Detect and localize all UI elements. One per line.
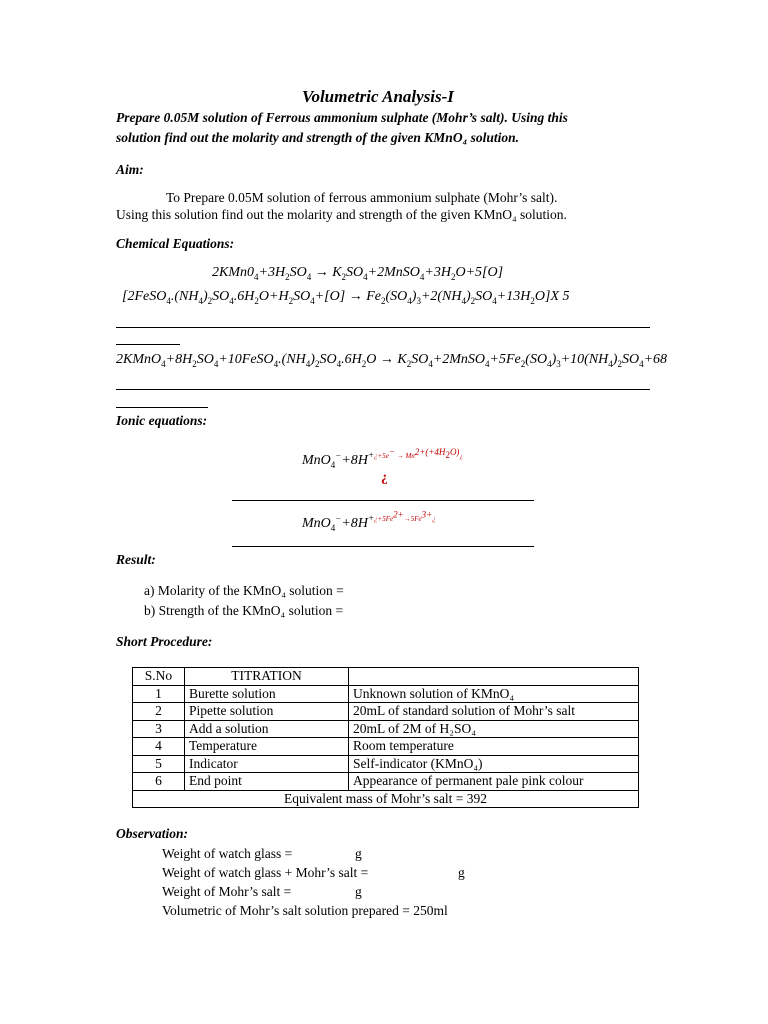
- subtitle-line-2: solution find out the molarity and strength of the given KMnO₄ solution.: [116, 130, 520, 145]
- column-header-titration: TITRATION: [185, 668, 349, 686]
- table-cell: Appearance of permanent pale pink colour: [349, 773, 639, 791]
- observation-watch-glass-salt-label: Weight of watch glass + Mohr’s salt =: [162, 865, 369, 880]
- observation-heading: Observation:: [116, 826, 188, 841]
- equation-3: $2KMnO_4+8H_2SO_4+10FeSO_4.(NH_4)_2SO_4.6H_2O$ → $K_2SO_4+2MnSO_4+5Fe_2(SO_4)_3+10(NH_4)_2SO_4+68$: [116, 352, 668, 369]
- divider-line: [116, 389, 650, 390]
- table-cell: 4: [133, 738, 185, 756]
- observation-salt-weight-label: Weight of Mohr’s salt =: [162, 884, 292, 899]
- result-item-strength: b) Strength of the KMnO₄ solution =: [144, 603, 344, 618]
- aim-line-1: To Prepare 0.05M solution of ferrous ammonium sulphate (Mohr’s salt).: [166, 190, 558, 205]
- table-footer-row: [133, 790, 639, 808]
- table-cell: 3: [133, 720, 185, 738]
- table-row: [133, 720, 639, 738]
- column-header-sno: S.No: [133, 668, 185, 686]
- equivalent-mass-cell: Equivalent mass of Mohr’s salt = 392: [133, 790, 639, 808]
- observation-watch-glass-salt-unit: g: [458, 865, 465, 880]
- table-cell: 2: [133, 703, 185, 721]
- divider-line: [116, 344, 180, 345]
- table-cell: Room temperature: [349, 738, 639, 756]
- aim-line-2: Using this solution find out the molarity and strength of the given KMnO₄ solution.: [116, 207, 567, 222]
- page-title: Volumetric Analysis-I: [302, 87, 454, 106]
- table-cell: End point: [185, 773, 349, 791]
- equation-2: $[2FeSO_4.(NH_4)_2SO_4.6H_2O+H_2SO_4+[O] \to Fe_2(SO_4)_3+2(NH_4)_2SO_4+13H_2O]X$ 5: [122, 289, 570, 306]
- divider-line: [116, 327, 650, 328]
- ionic-equation-2: $MnO_4^-+8H^{+¿+5Fe^{2+}\to 5Fe^{3+}¿}$: [302, 510, 436, 533]
- procedure-table: [132, 667, 639, 808]
- table-cell: 20mL of standard solution of Mohr’s salt: [349, 703, 639, 721]
- divider-line: [232, 546, 534, 547]
- table-cell: 20mL of 2M of H₂SO₄: [349, 720, 639, 738]
- ionic-equation-1: $MnO_4^-+8H^{+¿+5e^- \to Mn^{2+(+4H_2O)}¿}$: [302, 447, 463, 470]
- table-cell: 5: [133, 755, 185, 773]
- table-cell: Add a solution: [185, 720, 349, 738]
- inverted-question-mark: ¿: [381, 469, 388, 484]
- table-cell: Self-indicator (KMnO₄): [349, 755, 639, 773]
- table-row: [133, 703, 639, 721]
- observation-watch-glass-label: Weight of watch glass =: [162, 846, 293, 861]
- table-cell: 1: [133, 685, 185, 703]
- table-cell: Burette solution: [185, 685, 349, 703]
- aim-heading: Aim:: [116, 162, 144, 177]
- divider-line: [116, 407, 208, 408]
- table-cell: Unknown solution of KMnO₄: [349, 685, 639, 703]
- observation-volume-line: Volumetric of Mohr’s salt solution prepared = 250ml: [162, 903, 448, 918]
- table-cell: Indicator: [185, 755, 349, 773]
- column-header-blank: [349, 668, 639, 686]
- table-cell: Temperature: [185, 738, 349, 756]
- observation-salt-weight-unit: g: [355, 884, 362, 899]
- subtitle-line-1: Prepare 0.05M solution of Ferrous ammonium sulphate (Mohr’s salt). Using this: [116, 110, 568, 125]
- table-header-row: [133, 668, 639, 686]
- table-row: [133, 755, 639, 773]
- procedure-heading: Short Procedure:: [116, 634, 213, 649]
- result-heading: Result:: [116, 552, 156, 567]
- table-row: [133, 685, 639, 703]
- equation-1: $2KMn0_4+3H_2SO_4$ → $K_2SO_4+2MnSO_4+3H_2O+5[O]$: [212, 265, 504, 282]
- observation-watch-glass-unit: g: [355, 846, 362, 861]
- result-item-molarity: a) Molarity of the KMnO₄ solution =: [144, 583, 344, 598]
- table-cell: 6: [133, 773, 185, 791]
- table-cell: Pipette solution: [185, 703, 349, 721]
- ionic-equations-heading: Ionic equations:: [116, 413, 208, 428]
- table-row: [133, 773, 639, 791]
- chemical-equations-heading: Chemical Equations:: [116, 236, 235, 251]
- divider-line: [232, 500, 534, 501]
- table-row: [133, 738, 639, 756]
